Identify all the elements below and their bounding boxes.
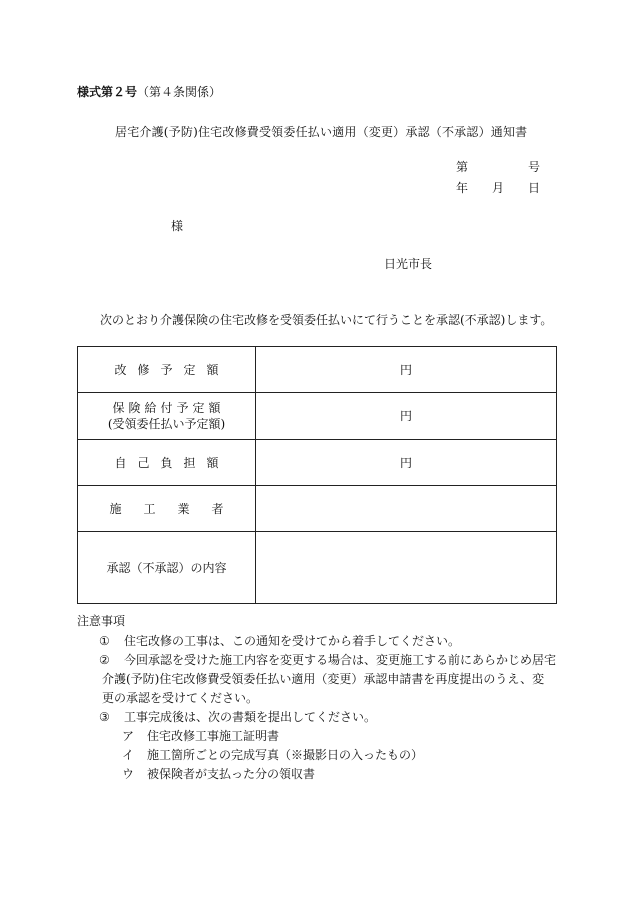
planned-cost-label: 改修予定額: [78, 347, 256, 393]
table-row: [78, 347, 557, 393]
insurance-benefit-label-main: 保険給付予定額: [112, 401, 225, 415]
doc-number-prefix: 第: [456, 160, 469, 174]
date-day: 日: [528, 181, 541, 195]
intro-text: 次のとおり介護保険の住宅改修を受領委任払いにて行うことを承認(不承認)します。: [100, 313, 553, 327]
form-number: [77, 84, 221, 100]
approval-content-label: 承認（不承認）の内容: [78, 532, 256, 604]
approval-table: [77, 346, 557, 604]
note-item-3: [77, 708, 567, 727]
note-item-2-cont-1: 介護(予防)住宅改修費受領委任払い適用（変更）承認申請書を再度提出のうえ、変: [102, 672, 545, 686]
note-number: ③: [99, 710, 110, 724]
insurance-benefit-label: [78, 393, 256, 440]
table-row: [78, 393, 557, 440]
note-text: 住宅改修の工事は、この通知を受けてから着手してください。: [124, 634, 461, 648]
date-year: 年: [456, 181, 469, 195]
doc-number-suffix: 号: [528, 160, 541, 174]
sub-item-text: 施工箇所ごとの完成写真（※撮影日の入ったもの）: [147, 748, 424, 762]
contractor-value: [256, 486, 557, 532]
note-item-1: [77, 632, 567, 651]
sub-item-a: [77, 727, 567, 746]
form-number-bold: 様式第２号: [77, 85, 138, 99]
notes-heading: 注意事項: [77, 614, 126, 628]
sub-item-marker: イ: [122, 748, 135, 762]
form-number-note: （第４条関係）: [137, 85, 222, 99]
sub-item-text: 住宅改修工事施工証明書: [147, 729, 280, 743]
document-title: 居宅介護(予防)住宅改修費受領委任払い適用（変更）承認（不承認）通知書: [115, 125, 528, 139]
approval-content-value: [256, 532, 557, 604]
sub-item-marker: ウ: [122, 767, 135, 781]
contractor-label: 施工業者: [78, 486, 256, 532]
note-text: 工事完成後は、次の書類を提出してください。: [124, 710, 377, 724]
addressee-suffix: 様: [171, 219, 184, 233]
note-text: 今回承認を受けた施工内容を変更する場合は、変更施工する前にあらかじめ居宅: [124, 653, 557, 667]
note-item-2-cont-2: 更の承認を受けてください。: [102, 691, 259, 705]
date-month: 月: [492, 181, 505, 195]
note-number: ①: [99, 634, 110, 648]
sub-item-marker: ア: [122, 729, 135, 743]
table-row: [78, 486, 557, 532]
self-pay-value: 円: [256, 440, 557, 486]
insurance-benefit-value: 円: [256, 393, 557, 440]
sub-item-i: [77, 746, 567, 765]
table-row: [78, 440, 557, 486]
issuer: 日光市長: [384, 257, 433, 271]
table-row: [78, 532, 557, 604]
insurance-benefit-label-sub: (受領委任払い予定額): [107, 417, 226, 431]
self-pay-label: 自己負担額: [78, 440, 256, 486]
note-number: ②: [99, 653, 110, 667]
notes-section: [77, 612, 567, 784]
sub-item-u: [77, 765, 567, 784]
note-item-2: [77, 651, 567, 670]
planned-cost-value: 円: [256, 347, 557, 393]
sub-item-text: 被保険者が支払った分の領収書: [147, 767, 316, 781]
